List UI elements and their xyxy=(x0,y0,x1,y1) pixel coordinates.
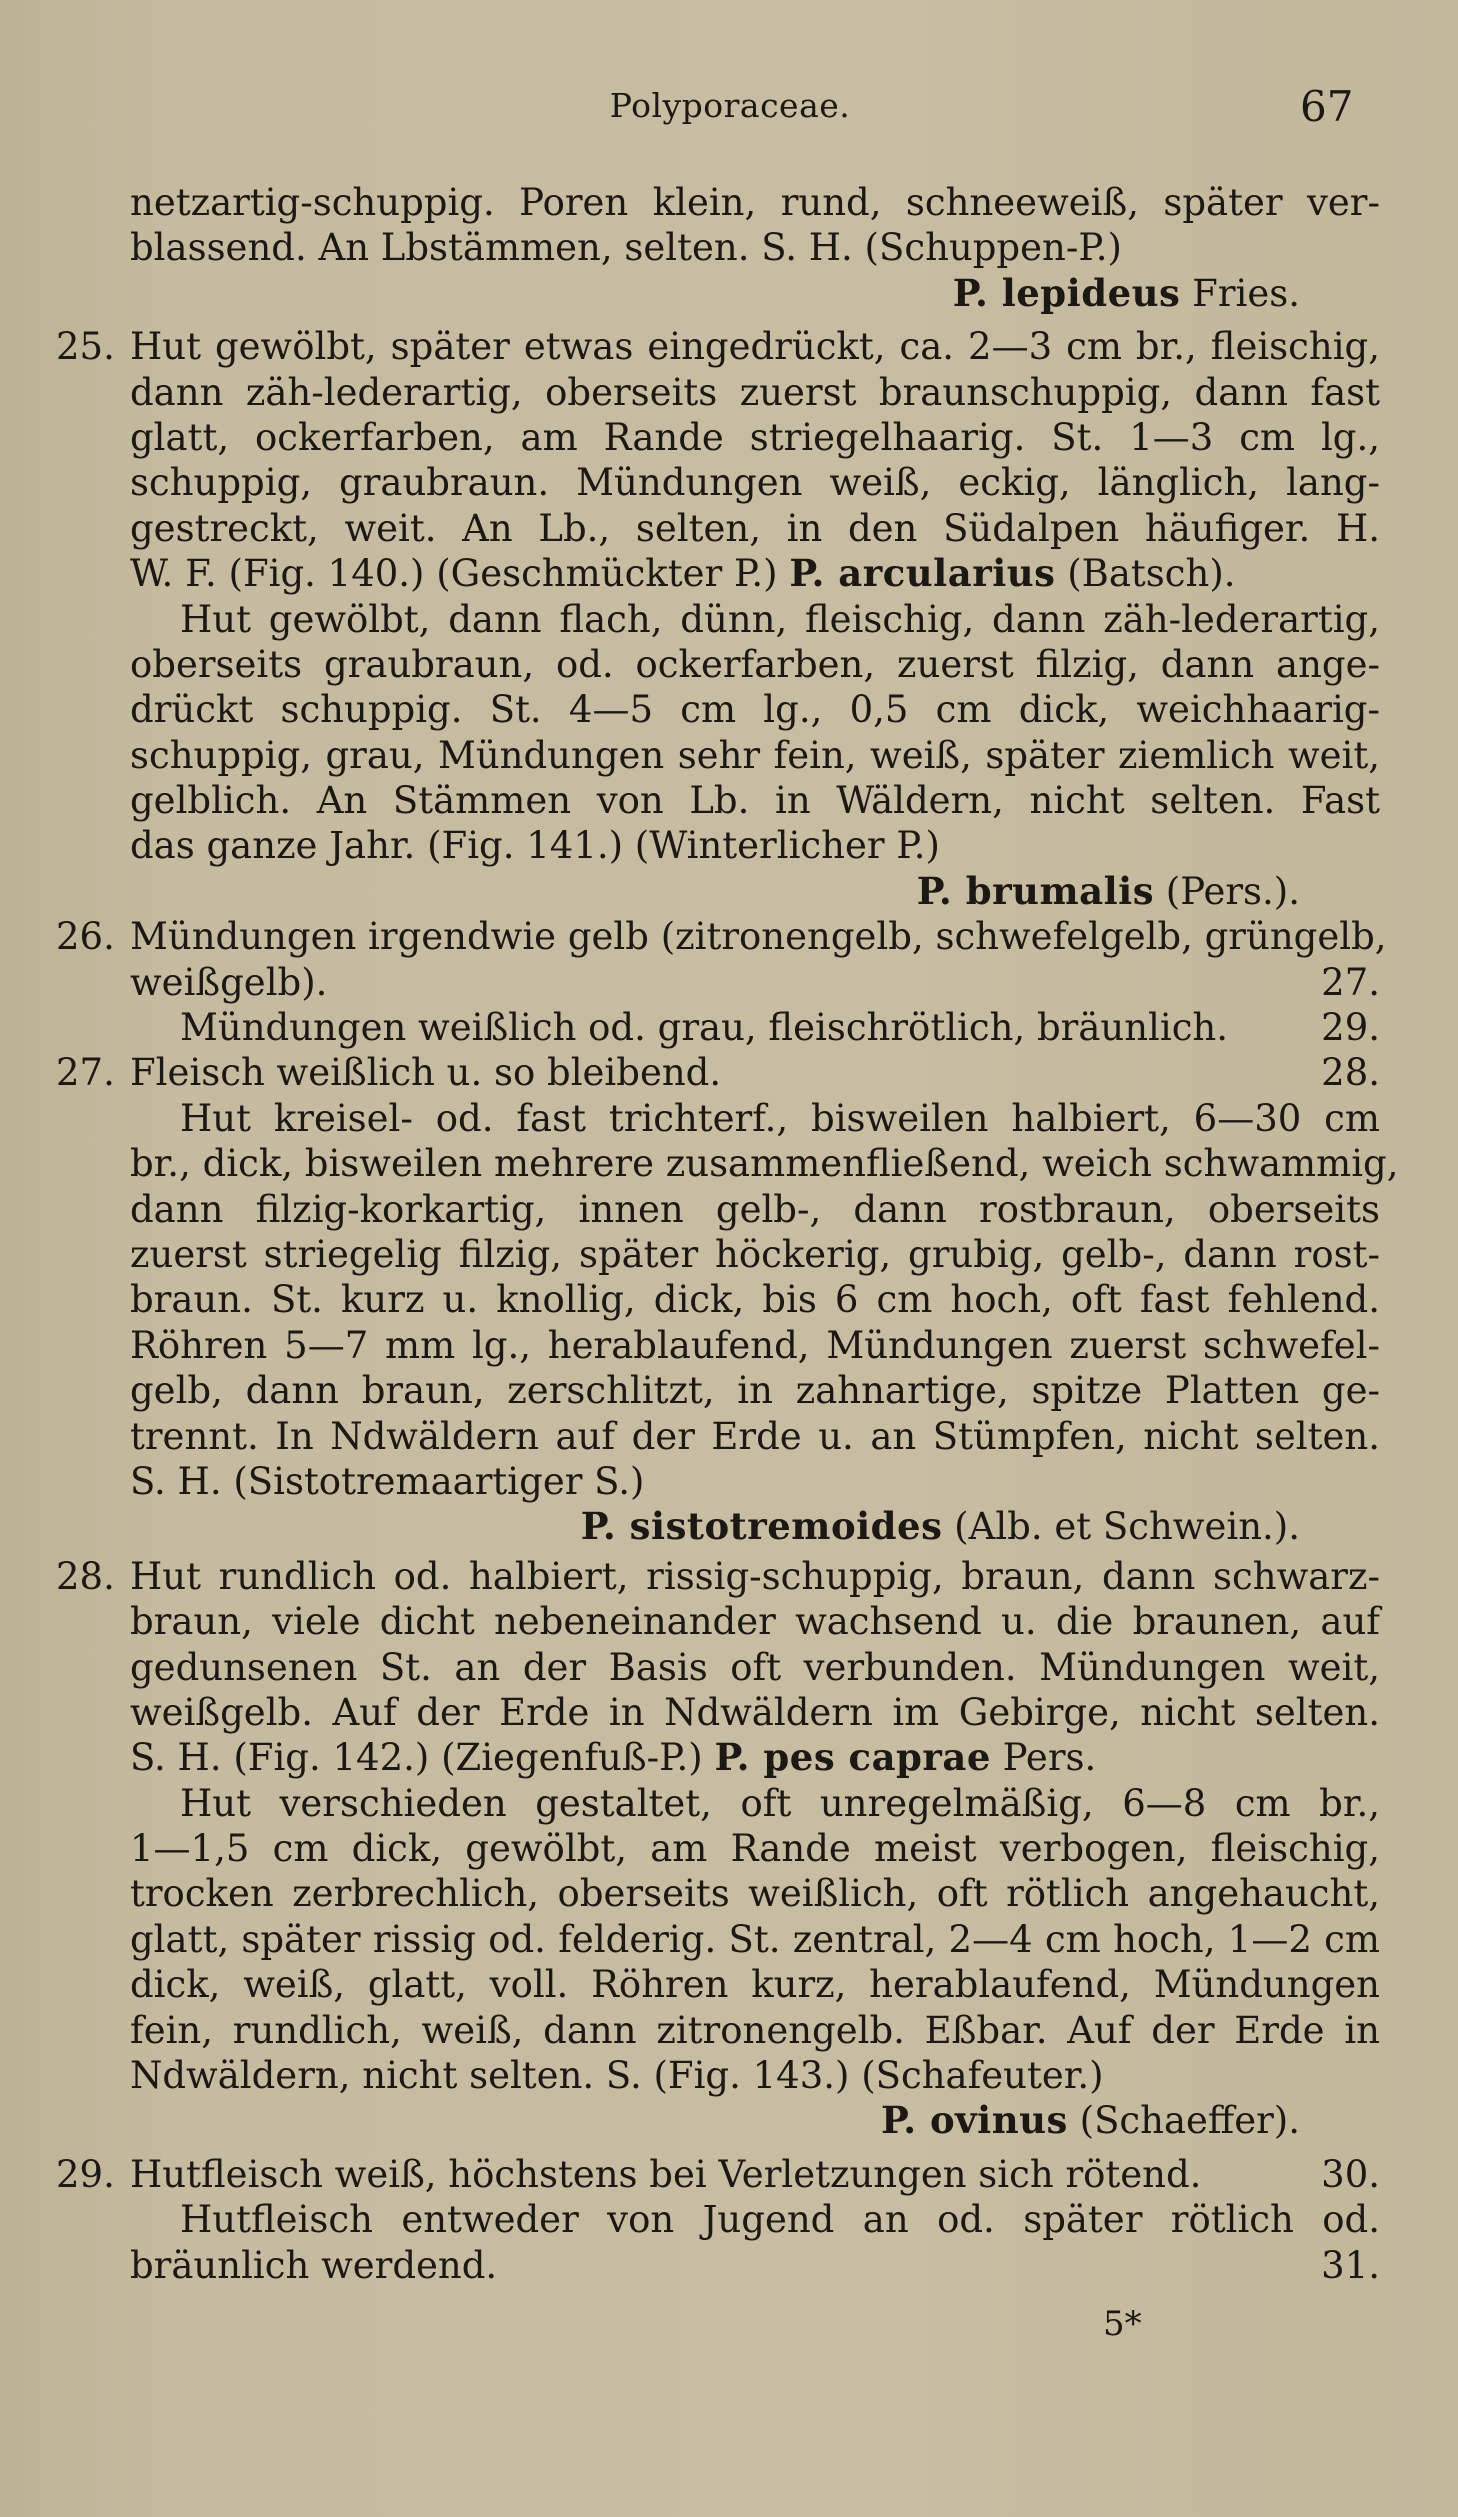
key-reference: 30. xyxy=(1321,2152,1380,2196)
text-line: dann zäh-lederartig, oberseits zuerst braunschuppig, dann fast xyxy=(130,370,1380,414)
text-line: Hut verschieden gestaltet, oft unregelmäßig, 6—8 cm br., xyxy=(180,1781,1380,1825)
text-line: Hut gewölbt, dann flach, dünn, fleischig, dann zäh-lederartig, xyxy=(180,597,1380,641)
key-number: 28. xyxy=(56,1554,115,1598)
species-name: P. ovinus xyxy=(881,2098,1068,2143)
text-line: braun, viele dicht nebeneinander wachsend u. die braunen, auf xyxy=(130,1600,1380,1644)
signature-mark: 5* xyxy=(1103,2304,1142,2344)
running-header: Polyporaceae. xyxy=(609,86,851,125)
text-line: glatt, später rissig od. felderig. St. zentral, 2—4 cm hoch, 1—2 cm xyxy=(130,1917,1380,1961)
species-name: P. lepideus xyxy=(952,270,1181,315)
text-line: Röhren 5—7 mm lg., herablaufend, Mündungen zuerst schwefel- xyxy=(130,1323,1380,1367)
text-line: dick, weiß, glatt, voll. Röhren kurz, herablaufend, Mündungen xyxy=(130,1963,1380,2007)
text-line: Mündungen weißlich od. grau, fleischrötlich, bräunlich. 29. xyxy=(180,1006,1380,1050)
text-line: fein, rundlich, weiß, dann zitronengelb. Eßbar. Auf der Erde in xyxy=(130,2008,1380,2052)
text-line: Ndwäldern, nicht selten. S. (Fig. 143.) (Schafeuter.) xyxy=(130,2054,1104,2098)
key-entry-line: 26. Mündungen irgendwie gelb (zitronengelb, schwefelgelb, grüngelb, xyxy=(56,915,1387,959)
text-line: Hutfleisch entweder von Jugend an od. später rötlich od. xyxy=(180,2198,1380,2242)
species-line xyxy=(130,2098,1380,2143)
species-name: P. sistotremoides xyxy=(580,1504,943,1549)
text-line: schuppig, graubraun. Mündungen weiß, eckig, länglich, lang- xyxy=(130,461,1380,505)
key-text xyxy=(56,180,1399,2288)
text-line: weißgelb). 27. xyxy=(130,960,1380,1004)
text-line: weißgelb. Auf der Erde in Ndwäldern im Gebirge, nicht selten. xyxy=(130,1690,1380,1734)
species-author: Pers. xyxy=(990,1736,1097,1780)
text-line: gelblich. An Stämmen von Lb. in Wäldern, nicht selten. Fast xyxy=(130,779,1380,823)
species-line: S. H. (Fig. 142.) (Ziegenfuß-P.) P. pes caprae Pers. xyxy=(130,1735,1097,1780)
text-line: dann filzig-korkartig, innen gelb-, dann rostbraun, oberseits xyxy=(130,1187,1380,1231)
text-line: Hut kreisel- od. fast trichterf., bisweilen halbiert, 6—30 cm xyxy=(180,1096,1380,1140)
key-reference: 27. xyxy=(1321,960,1380,1004)
text-line: bräunlich werdend. 31. xyxy=(130,2243,1380,2287)
key-entry-line: 28. Hut rundlich od. halbiert, rissig-schuppig, braun, dann schwarz- xyxy=(56,1554,1380,1598)
species-name: P. brumalis xyxy=(916,868,1155,913)
text-line: br., dick, bisweilen mehrere zusammenfließend, weich schwammig, xyxy=(130,1142,1399,1186)
key-reference: 31. xyxy=(1321,2243,1380,2287)
key-number: 26. xyxy=(56,915,115,959)
species-line xyxy=(130,271,1380,316)
text-line: schuppig, grau, Mündungen sehr fein, weiß, später ziemlich weit, xyxy=(130,733,1380,777)
text-line: trocken zerbrechlich, oberseits weißlich, oft rötlich angehaucht, xyxy=(130,1872,1380,1916)
text-line: trennt. In Ndwäldern auf der Erde u. an Stümpfen, nicht selten. xyxy=(130,1414,1380,1458)
text-line: gestreckt, weit. An Lb., selten, in den Südalpen häufiger. H. xyxy=(130,506,1380,550)
text-line: drückt schuppig. St. 4—5 cm lg., 0,5 cm dick, weichhaarig- xyxy=(130,688,1380,732)
page-number: 67 xyxy=(1300,82,1354,131)
text-line: 1—1,5 cm dick, gewölbt, am Rande meist verbogen, fleischig, xyxy=(130,1827,1380,1871)
key-entry-line: 29. Hutfleisch weiß, höchstens bei Verletzungen sich rötend. 30. xyxy=(56,2152,1380,2196)
text-line: gelb, dann braun, zerschlitzt, in zahnartige, spitze Platten ge- xyxy=(130,1369,1380,1413)
text-line: zuerst striegelig filzig, später höckerig, grubig, gelb-, dann rost- xyxy=(130,1232,1380,1276)
species-line: W. F. (Fig. 140.) (Geschmückter P.) P. arcularius (Batsch). xyxy=(130,551,1236,596)
species-name: P. arcularius xyxy=(789,551,1056,596)
text-line: oberseits graubraun, od. ockerfarben, zuerst filzig, dann ange- xyxy=(130,642,1380,686)
key-number: 29. xyxy=(56,2152,115,2196)
text-line: das ganze Jahr. (Fig. 141.) (Winterlicher P.) xyxy=(130,824,940,868)
key-entry-line: 25. Hut gewölbt, später etwas eingedrückt, ca. 2—3 cm br., fleischig, xyxy=(56,325,1380,369)
key-number: 27. xyxy=(56,1051,115,1095)
key-reference: 28. xyxy=(1321,1051,1380,1095)
key-entry-line: 27. Fleisch weißlich u. so bleibend. 28. xyxy=(56,1051,1380,1095)
species-author: Fries. xyxy=(1180,271,1300,315)
text-line: braun. St. kurz u. knollig, dick, bis 6 cm hoch, oft fast fehlend. xyxy=(130,1278,1380,1322)
species-line xyxy=(130,869,1380,914)
key-reference: 29. xyxy=(1321,1006,1380,1050)
text-line: gedunsenen St. an der Basis oft verbunden. Mündungen weit, xyxy=(130,1645,1380,1689)
text-line: netzartig-schuppig. Poren klein, rund, schneeweiß, später ver- xyxy=(130,181,1380,224)
text-line: glatt, ockerfarben, am Rande striegelhaarig. St. 1—3 cm lg., xyxy=(130,415,1380,459)
text-line: S. H. (Sistotremaartiger S.) xyxy=(130,1459,645,1503)
species-line xyxy=(130,1504,1380,1549)
species-author: (Batsch). xyxy=(1055,552,1236,596)
species-author: (Schaeffer). xyxy=(1067,2099,1300,2143)
species-name: P. pes caprae xyxy=(714,1735,991,1780)
key-number: 25. xyxy=(56,325,115,369)
species-author: (Alb. et Schwein.). xyxy=(942,1505,1300,1549)
species-author: (Pers.). xyxy=(1154,869,1300,913)
text-line: blassend. An Lbstämmen, selten. S. H. (Schuppen-P.) xyxy=(130,226,1122,270)
